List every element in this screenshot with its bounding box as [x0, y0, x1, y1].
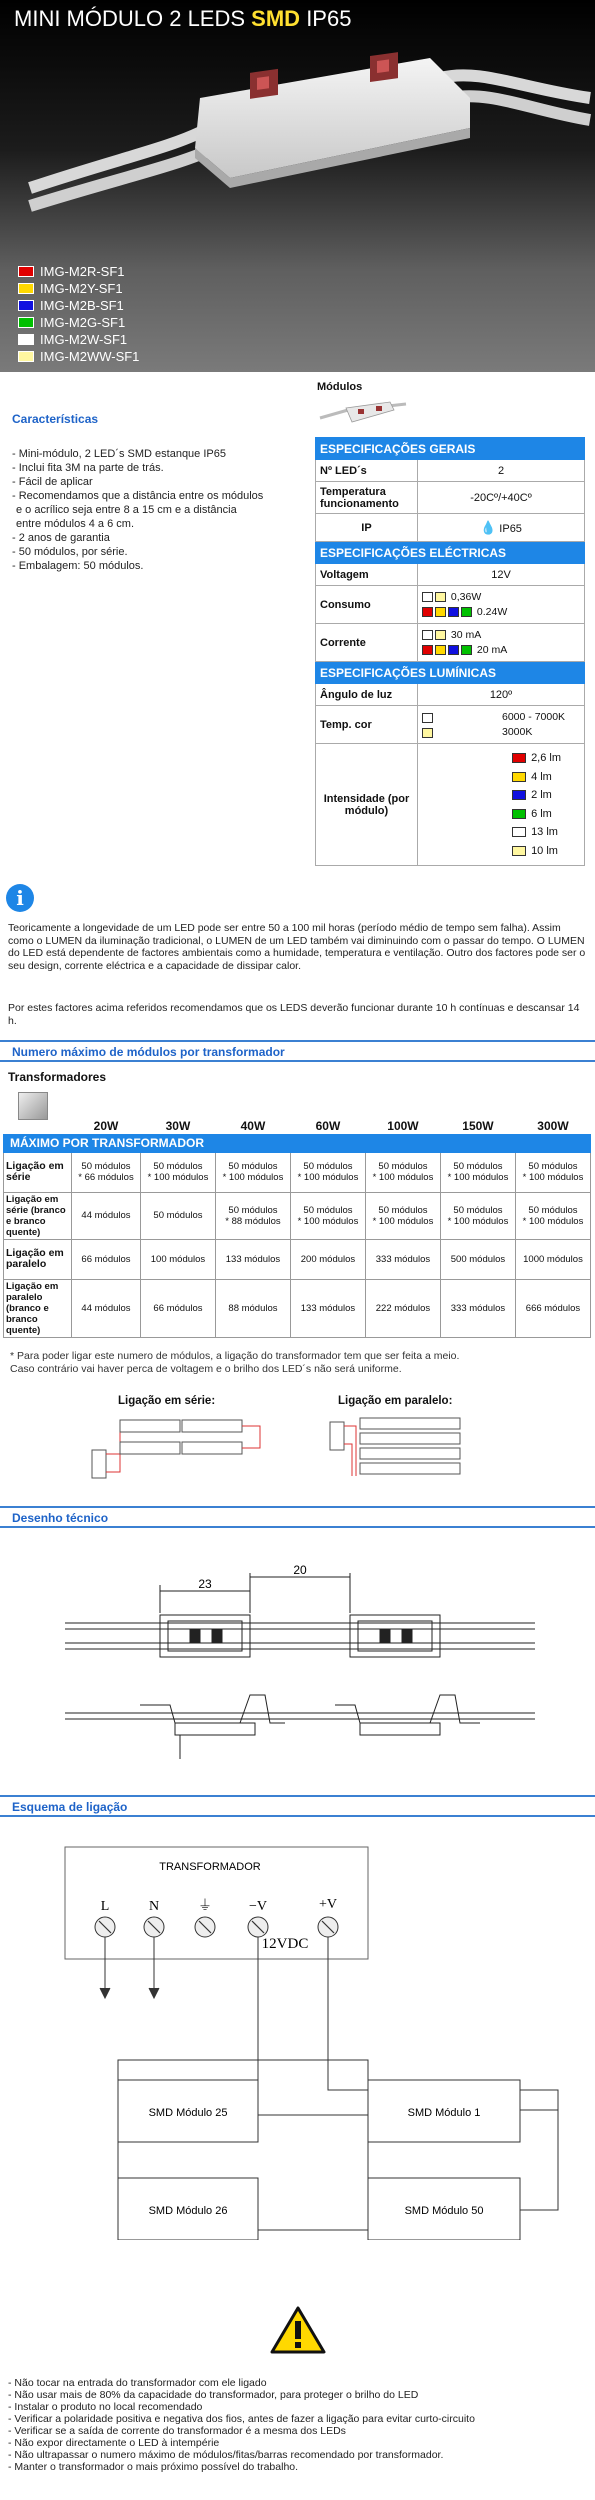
- modules-label: Módulos: [317, 381, 363, 393]
- table-cell: [515, 1279, 590, 1337]
- wiring-section-bar: [0, 1795, 595, 1817]
- table-cell: [290, 1152, 365, 1192]
- feature-item: - 50 módulos, por série.: [12, 546, 128, 558]
- cell-line: 100 módulos: [150, 1253, 206, 1265]
- cell-line: 133 módulos: [300, 1302, 356, 1314]
- table-cell: [140, 1279, 215, 1337]
- page-title: MINI MÓDULO 2 LEDS SMD IP65: [14, 6, 352, 31]
- table-cell: [440, 1152, 515, 1192]
- power-150w: 150W: [462, 1118, 494, 1133]
- cell-line: 666 módulos: [525, 1302, 581, 1314]
- cell-line: 50 módulos: [303, 1204, 353, 1216]
- feature-item: - Recomendamos que a distância entre os módulos: [12, 490, 264, 502]
- color-temp-white: 6000 - 7000K: [502, 710, 566, 723]
- table-cell: [140, 1239, 215, 1279]
- intensity-green: 6 lm: [531, 807, 552, 820]
- wiring-diagram: [0, 1820, 595, 2240]
- product-photo: [0, 38, 595, 258]
- cell-line: 50 módulos: [378, 1204, 428, 1216]
- cell-line: 44 módulos: [81, 1210, 131, 1221]
- intensity-cell: [418, 744, 585, 866]
- transformer-section-title: Numero máximo de módulos por transformador: [12, 1045, 285, 1059]
- series-diagram: [90, 1412, 290, 1492]
- voltage-label: Voltagem: [316, 564, 418, 586]
- cell-line: * 100 módulos: [297, 1172, 359, 1183]
- cell-line: 333 módulos: [450, 1302, 506, 1314]
- cell-line: 50 módulos: [228, 1204, 278, 1216]
- dimension-a: 23: [198, 1577, 212, 1591]
- warning-item: - Manter o transformador o mais próximo possível do trabalho.: [8, 2461, 299, 2473]
- feature-item: - Inclui fita 3M na parte de trás.: [12, 462, 164, 474]
- feature-item: - Fácil de aplicar: [12, 476, 93, 488]
- current-white: 30 mA: [450, 628, 482, 641]
- cell-line: * 100 módulos: [372, 1215, 434, 1227]
- consumption-cell: [418, 586, 585, 624]
- info-icon: i: [6, 884, 34, 912]
- electric-specs-title: ESPECIFICAÇÕES ELÉCTRICAS: [316, 542, 585, 564]
- row-label: Ligação em série: [4, 1152, 72, 1192]
- intensity-blue: 2 lm: [531, 789, 552, 801]
- warning-item: - Instalar o produto no local recomendado: [8, 2401, 203, 2413]
- transformer-row: [4, 1152, 591, 1192]
- cell-line: * 100 módulos: [522, 1172, 584, 1183]
- transformers-label: Transformadores: [8, 1070, 107, 1084]
- cell-line: * 100 módulos: [147, 1172, 209, 1183]
- footnote-2: Caso contrário vai haver perca de voltagem e o brilho dos LED´s não será uniforme.: [10, 1363, 402, 1375]
- ip-cell: [418, 514, 585, 542]
- transformer-section-bar: [0, 1040, 595, 1062]
- row-label: Ligação em paralelo: [4, 1239, 72, 1279]
- intensity-yellow: 4 lm: [531, 770, 552, 783]
- cell-line: * 88 módulos: [225, 1215, 281, 1227]
- module-50: SMD Módulo 50: [404, 2205, 484, 2217]
- variant-blue: IMG-M2B-SF1: [18, 297, 124, 314]
- table-cell: [440, 1192, 515, 1239]
- angle-label: Ângulo de luz: [316, 684, 418, 706]
- warning-item: - Não usar mais de 80% da capacidade do transformador, para proteger o brilho do LED: [8, 2389, 419, 2401]
- cell-line: 50 módulos: [303, 1161, 353, 1172]
- power-40w: 40W: [240, 1118, 266, 1133]
- cell-line: 66 módulos: [153, 1302, 203, 1314]
- cell-line: 50 módulos: [378, 1161, 428, 1172]
- table-cell: [365, 1279, 440, 1337]
- table-cell: [215, 1152, 290, 1192]
- feature-item: - 2 anos de garantia: [12, 532, 110, 544]
- led-count-label: Nº LED´s: [316, 460, 418, 482]
- warning-item: - Não ultrapassar o numero máximo de módulos/fitas/barras recomendado por transformador.: [8, 2449, 444, 2461]
- color-temp-cell: [418, 706, 585, 744]
- consumption-white: 0,36W: [450, 590, 482, 603]
- table-title: MÁXIMO POR TRANSFORMADOR: [4, 1134, 591, 1152]
- feature-item: - Embalagem: 50 módulos.: [12, 560, 144, 572]
- cell-line: 133 módulos: [225, 1253, 281, 1265]
- current-color: 20 mA: [476, 643, 508, 656]
- light-specs-title: ESPECIFICAÇÕES LUMÍNICAS: [316, 662, 585, 684]
- angle-value: 120º: [418, 684, 585, 706]
- longevity-paragraph: Teoricamente a longevidade de um LED pode ser entre 50 a 100 mil horas (período médio de tempo sem falha). Assim como o LUMEN da iluminação tradicional, o LUMEN de um LED também vai diminuindo com o passar do tempo. O LUMEN do LED está dependente de factores ambientais como a humidade, temperatura e ventilação. Outro dos factores pode ser o seu design, corrente eléctrica e a capacidade de dissipar calor.: [8, 922, 586, 972]
- module-26: SMD Módulo 26: [148, 2205, 228, 2217]
- cell-line: * 100 módulos: [447, 1215, 509, 1227]
- current-cell: [418, 624, 585, 662]
- table-cell: [215, 1239, 290, 1279]
- cell-line: 50 módulos: [528, 1161, 578, 1172]
- table-cell: [215, 1279, 290, 1337]
- variant-green: IMG-M2G-SF1: [18, 314, 125, 331]
- warning-icon: [270, 2305, 326, 2355]
- recommendation-paragraph: Por estes factores acima referidos recomendamos que os LEDS deverão funcionar durante 10 h contínuas e descansar 14 h.: [8, 1002, 580, 1027]
- intensity-white: 13 lm: [531, 826, 558, 838]
- feature-item: entre módulos 4 a 6 cm.: [16, 518, 135, 530]
- row-label: Ligação em série (branco e branco quente): [4, 1192, 72, 1239]
- temperature-value: -20Cº/+40Cº: [418, 482, 585, 514]
- table-cell: [515, 1239, 590, 1279]
- feature-item: e o acrílico seja entre 8 a 15 cm e a distância: [16, 504, 237, 516]
- power-100w: 100W: [387, 1118, 419, 1133]
- terminal-n: N: [148, 1899, 160, 1914]
- led-count-value: 2: [418, 460, 585, 482]
- terminal-positive: +V: [318, 1897, 338, 1912]
- transformer-row: [4, 1192, 591, 1239]
- cell-line: 50 módulos: [453, 1161, 503, 1172]
- cell-line: * 100 módulos: [222, 1172, 284, 1183]
- cell-line: 50 módulos: [81, 1161, 131, 1172]
- consumption-label: Consumo: [316, 586, 418, 624]
- power-300w: 300W: [537, 1118, 569, 1133]
- series-label: Ligação em série:: [118, 1395, 216, 1407]
- cell-line: * 100 módulos: [372, 1172, 434, 1183]
- ip-label: IP: [316, 514, 418, 542]
- cell-line: 44 módulos: [81, 1302, 131, 1314]
- general-specs-title: ESPECIFICAÇÕES GERAIS: [316, 438, 585, 460]
- terminal-l: L: [100, 1899, 110, 1914]
- table-cell: [440, 1239, 515, 1279]
- cell-line: 50 módulos: [528, 1204, 578, 1216]
- row-label: Ligação em paralelo (branco e branco quente): [4, 1279, 72, 1337]
- power-30w: 30W: [165, 1118, 191, 1133]
- temperature-label: Temperatura funcionamento: [316, 482, 418, 514]
- module-thumbnail: [318, 400, 408, 430]
- cell-line: * 66 módulos: [78, 1172, 134, 1183]
- terminal-ground: ⏚: [198, 1899, 212, 1914]
- cell-line: 50 módulos: [153, 1161, 203, 1172]
- table-cell: [515, 1192, 590, 1239]
- specs-table: [315, 437, 585, 866]
- footnote-1: * Para poder ligar este numero de módulos, a ligação do transformador tem que ser feita a meio.: [10, 1350, 460, 1362]
- variant-warm-white: IMG-M2WW-SF1: [18, 348, 139, 365]
- variant-red: IMG-M2R-SF1: [18, 263, 125, 280]
- transformer-label: TRANSFORMADOR: [159, 1861, 261, 1873]
- variant-white: IMG-M2W-SF1: [18, 331, 127, 348]
- transformer-table: [3, 1100, 591, 1338]
- module-25: SMD Módulo 25: [148, 2107, 228, 2119]
- intensity-label: Intensidade (por módulo): [316, 744, 418, 866]
- parallel-diagram: [328, 1412, 488, 1492]
- technical-drawing: [60, 1545, 540, 1765]
- cell-line: * 100 módulos: [297, 1215, 359, 1227]
- power-60w: 60W: [315, 1118, 341, 1133]
- cell-line: 500 módulos: [450, 1253, 506, 1265]
- warning-item: - Não expor directamente o LED à intempérie: [8, 2437, 220, 2449]
- cell-line: 50 módulos: [153, 1210, 203, 1221]
- drawing-section-title: Desenho técnico: [12, 1511, 109, 1525]
- cell-line: 50 módulos: [228, 1161, 278, 1172]
- dimension-b: 20: [293, 1563, 307, 1577]
- table-cell: [290, 1192, 365, 1239]
- warning-item: - Verificar a polaridade positiva e negativa dos fios, antes de fazer a ligação para evitar curto-circuito: [8, 2413, 475, 2425]
- table-cell: [140, 1192, 215, 1239]
- table-cell: [72, 1192, 141, 1239]
- table-cell: [365, 1239, 440, 1279]
- characteristics-heading: Características: [12, 412, 99, 426]
- cell-line: 1000 módulos: [523, 1253, 583, 1265]
- transformer-row: [4, 1279, 591, 1337]
- variant-yellow: IMG-M2Y-SF1: [18, 280, 123, 297]
- color-temp-warm: 3000K: [502, 725, 533, 738]
- cell-line: * 100 módulos: [522, 1215, 584, 1227]
- wiring-section-title: Esquema de ligação: [12, 1800, 128, 1814]
- table-cell: [72, 1152, 141, 1192]
- module-1: SMD Módulo 1: [407, 2107, 481, 2119]
- warning-item: - Não tocar na entrada do transformador com ele ligado: [8, 2377, 267, 2389]
- color-temp-label: Temp. cor: [316, 706, 418, 744]
- table-cell: [365, 1152, 440, 1192]
- terminal-negative: −V: [248, 1899, 268, 1914]
- cell-line: 66 módulos: [81, 1253, 131, 1265]
- intensity-warm: 10 lm: [531, 844, 558, 857]
- table-cell: [290, 1239, 365, 1279]
- power-20w: 20W: [93, 1118, 119, 1133]
- cell-line: 50 módulos: [453, 1204, 503, 1216]
- water-drop-icon: 💧: [480, 519, 497, 535]
- drawing-section-bar: [0, 1506, 595, 1528]
- voltage-label: 12VDC: [261, 1936, 309, 1952]
- transformer-row: [4, 1239, 591, 1279]
- cell-line: 200 módulos: [300, 1253, 356, 1265]
- parallel-label: Ligação em paralelo:: [338, 1395, 453, 1407]
- table-cell: [290, 1279, 365, 1337]
- warning-item: - Verificar se a saída de corrente do transformador é a mesma dos LEDs: [8, 2425, 346, 2437]
- cell-line: 333 módulos: [375, 1253, 431, 1265]
- cell-line: 222 módulos: [375, 1302, 431, 1314]
- current-label: Corrente: [316, 624, 418, 662]
- table-cell: [215, 1192, 290, 1239]
- table-cell: [440, 1279, 515, 1337]
- ip-value: IP65: [499, 522, 522, 535]
- feature-item: - Mini-módulo, 2 LED´s SMD estanque IP65: [12, 448, 226, 460]
- table-cell: [72, 1279, 141, 1337]
- table-cell: [140, 1152, 215, 1192]
- voltage-value: 12V: [418, 564, 585, 586]
- table-cell: [515, 1152, 590, 1192]
- intensity-red: 2,6 lm: [531, 752, 562, 764]
- consumption-color: 0.24W: [476, 605, 508, 618]
- cell-line: * 100 módulos: [447, 1172, 509, 1183]
- table-cell: [365, 1192, 440, 1239]
- cell-line: 88 módulos: [228, 1302, 278, 1314]
- table-cell: [72, 1239, 141, 1279]
